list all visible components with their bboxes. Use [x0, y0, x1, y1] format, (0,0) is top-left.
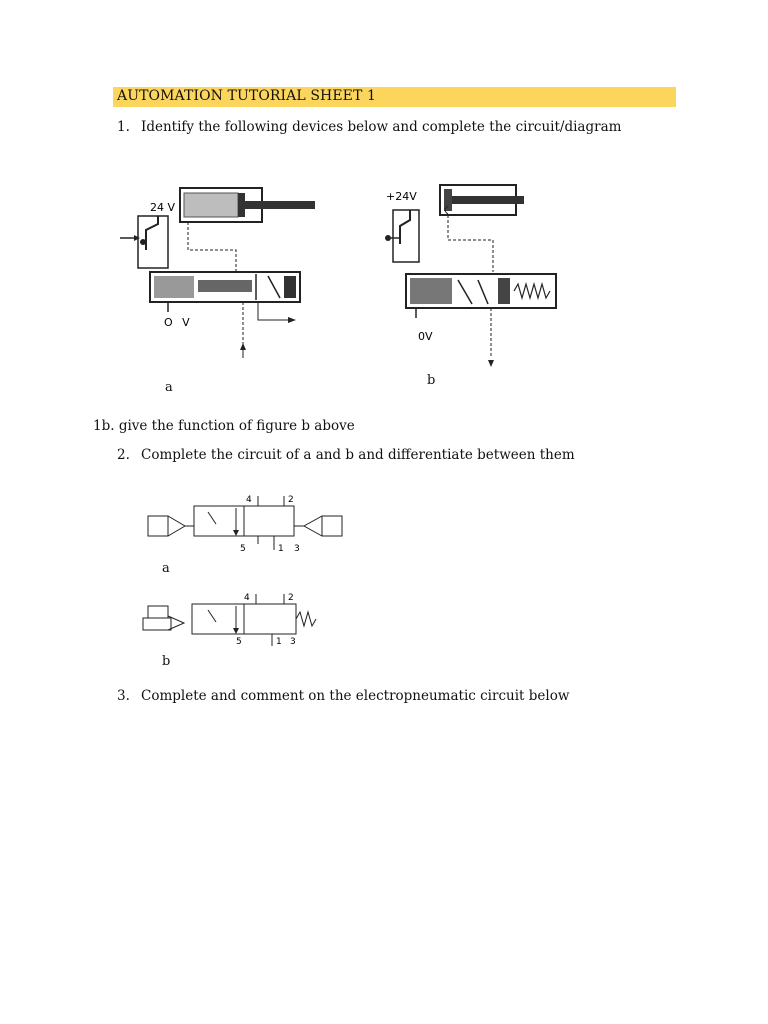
figure-1a-ground-label: O V	[164, 316, 193, 329]
question-3-number: 3.	[117, 688, 130, 704]
figure-2a-port-5: 5	[240, 544, 246, 554]
figure-1b-supply-label: +24V	[386, 190, 417, 203]
figure-2a-caption: a	[162, 561, 170, 576]
question-1	[117, 119, 621, 135]
figure-2b-port-3: 3	[290, 637, 296, 647]
figure-1a-caption: a	[165, 380, 173, 395]
question-3-text: Complete and comment on the electropneumatic circuit below	[141, 688, 570, 704]
figure-2b-port-2: 2	[288, 593, 294, 603]
figure-1b-caption: b	[427, 373, 436, 388]
figure-1a-diagram	[108, 180, 318, 360]
figure-2a-diagram	[140, 488, 360, 558]
figure-2b-port-1: 1	[276, 637, 282, 647]
question-2-number: 2.	[117, 447, 130, 463]
question-2-text: Complete the circuit of a and b and differentiate between them	[141, 447, 575, 463]
question-1-text: Identify the following devices below and complete the circuit/diagram	[141, 119, 622, 135]
figure-2b-caption: b	[162, 654, 171, 669]
question-2	[117, 447, 575, 463]
question-1b: 1b. give the function of figure b above	[93, 418, 355, 434]
figure-1a-supply-label: 24 V	[150, 201, 176, 214]
figure-2a-port-1: 1	[278, 544, 284, 554]
figure-2b-port-5: 5	[236, 637, 242, 647]
figure-2a-port-3: 3	[294, 544, 300, 554]
figure-2a-port-2: 2	[288, 495, 294, 505]
figure-2b-diagram	[138, 588, 338, 654]
page-title: AUTOMATION TUTORIAL SHEET 1	[117, 88, 376, 104]
figure-2a-port-4: 4	[246, 495, 252, 505]
figure-1b-diagram	[378, 180, 578, 370]
figure-1b-ground-label: 0V	[418, 330, 433, 343]
question-1-number: 1.	[117, 119, 130, 135]
question-3	[117, 688, 569, 704]
figure-2b-port-4: 4	[244, 593, 250, 603]
